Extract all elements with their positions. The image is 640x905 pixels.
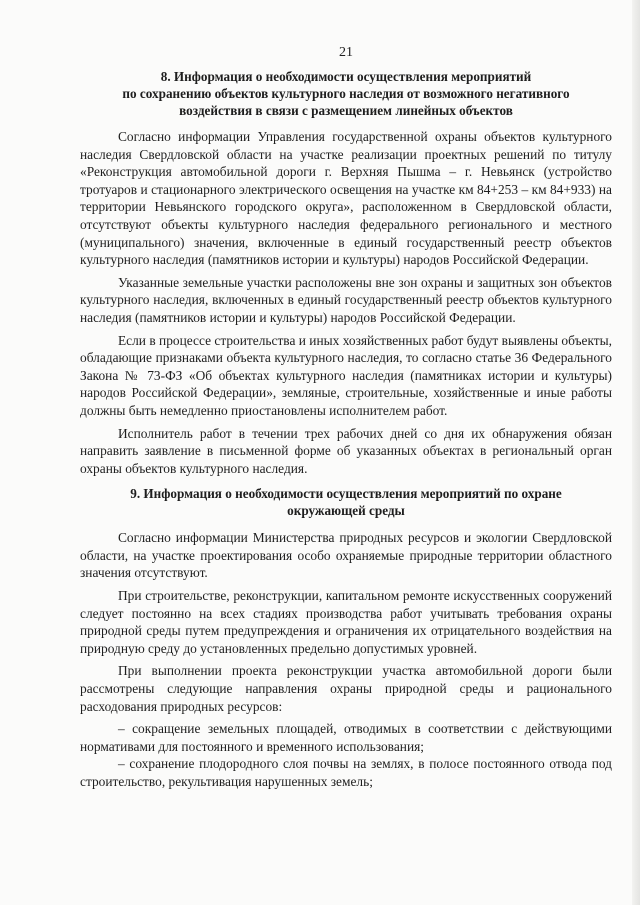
section-9-heading-line: окружающей среды bbox=[287, 503, 405, 519]
page-number: 21 bbox=[339, 45, 353, 60]
section-9-heading-line: 9. Информация о необходимости осуществления мероприятий по охране bbox=[130, 486, 562, 502]
section-9-paragraph: При строительстве, реконструкции, капитальном ремонте искусственных сооружений следует постоянно на всех стадиях производства работ учитывать требования охраны природной среды путем предупреждения и ограничения их отрицательного воздействия на природную среду до установленных предельно допустимых уровней. bbox=[80, 588, 612, 656]
section-8-paragraph: Указанные земельные участки расположены вне зон охраны и защитных зон объектов культурного наследия, включенных в единый государственный реестр объектов культурного наследия (памятников истории и культуры) народов Российской Федерации. bbox=[80, 274, 612, 325]
section-9-list-item: – сохранение плодородного слоя почвы на землях, в полосе постоянного отвода под строительство, рекультивация нарушенных земель; bbox=[80, 756, 612, 789]
section-9-list-item: – сокращение земельных площадей, отводимых в соответствии с действующими нормативами для постоянного и временного использования; bbox=[80, 721, 612, 754]
section-8-heading-line: 8. Информация о необходимости осуществления мероприятий bbox=[160, 69, 532, 84]
section-9-paragraph: Согласно информации Министерства природных ресурсов и экологии Свердловской области, на участке проектирования особо охраняемые природные территории областного значения отсутствуют. bbox=[80, 530, 612, 581]
section-8-heading-line: воздействия в связи с размещением линейных объектов bbox=[179, 103, 513, 118]
section-8-paragraph: Согласно информации Управления государственной охраны объектов культурного наследия Свердловской области на участке реализации проектных решений по титулу «Реконструкция автомобильной дороги г. Верхняя Пышма – г. Невьянск (устройство тротуаров и стационарного электрического освещения на участке км 84+253 – км 84+933) на территории Невьянского городского округа», расположенном в Свердловской области, отсутствуют объекты культурного наследия федерального регионального и местного (муниципального) значения, включенные в единый государственный реестр объектов культурного наследия (памятников истории и культуры) народов Российской Федерации. bbox=[80, 129, 612, 268]
section-8-paragraph: Исполнитель работ в течении трех рабочих дней со дня их обнаружения обязан направить заявление в письменной форме об указанных объектах в региональный орган охраны объектов культурного наследия. bbox=[80, 425, 612, 476]
section-8-heading-line: по сохранению объектов культурного наследия от возможного негативного bbox=[122, 86, 570, 101]
section-8-paragraph: Если в процессе строительства и иных хозяйственных работ будут выявлены объекты, обладающие признаками объекта культурного наследия, то согласно статье 36 Федерального Закона № 73-ФЗ «Об объектах культурного наследия (памятниках истории и культуры) народов Российской Федерации», земляные, строительные, хозяйственные и иные работы должны быть немедленно приостановлены исполнителем работ. bbox=[80, 332, 612, 418]
section-9-paragraph: При выполнении проекта реконструкции участка автомобильной дороги были рассмотрены следующие направления охраны природной среды и рационального расходования природных ресурсов: bbox=[80, 663, 612, 714]
section-9-heading bbox=[80, 485, 612, 519]
scan-edge-shadow bbox=[632, 0, 640, 905]
section-8-heading bbox=[80, 68, 612, 119]
